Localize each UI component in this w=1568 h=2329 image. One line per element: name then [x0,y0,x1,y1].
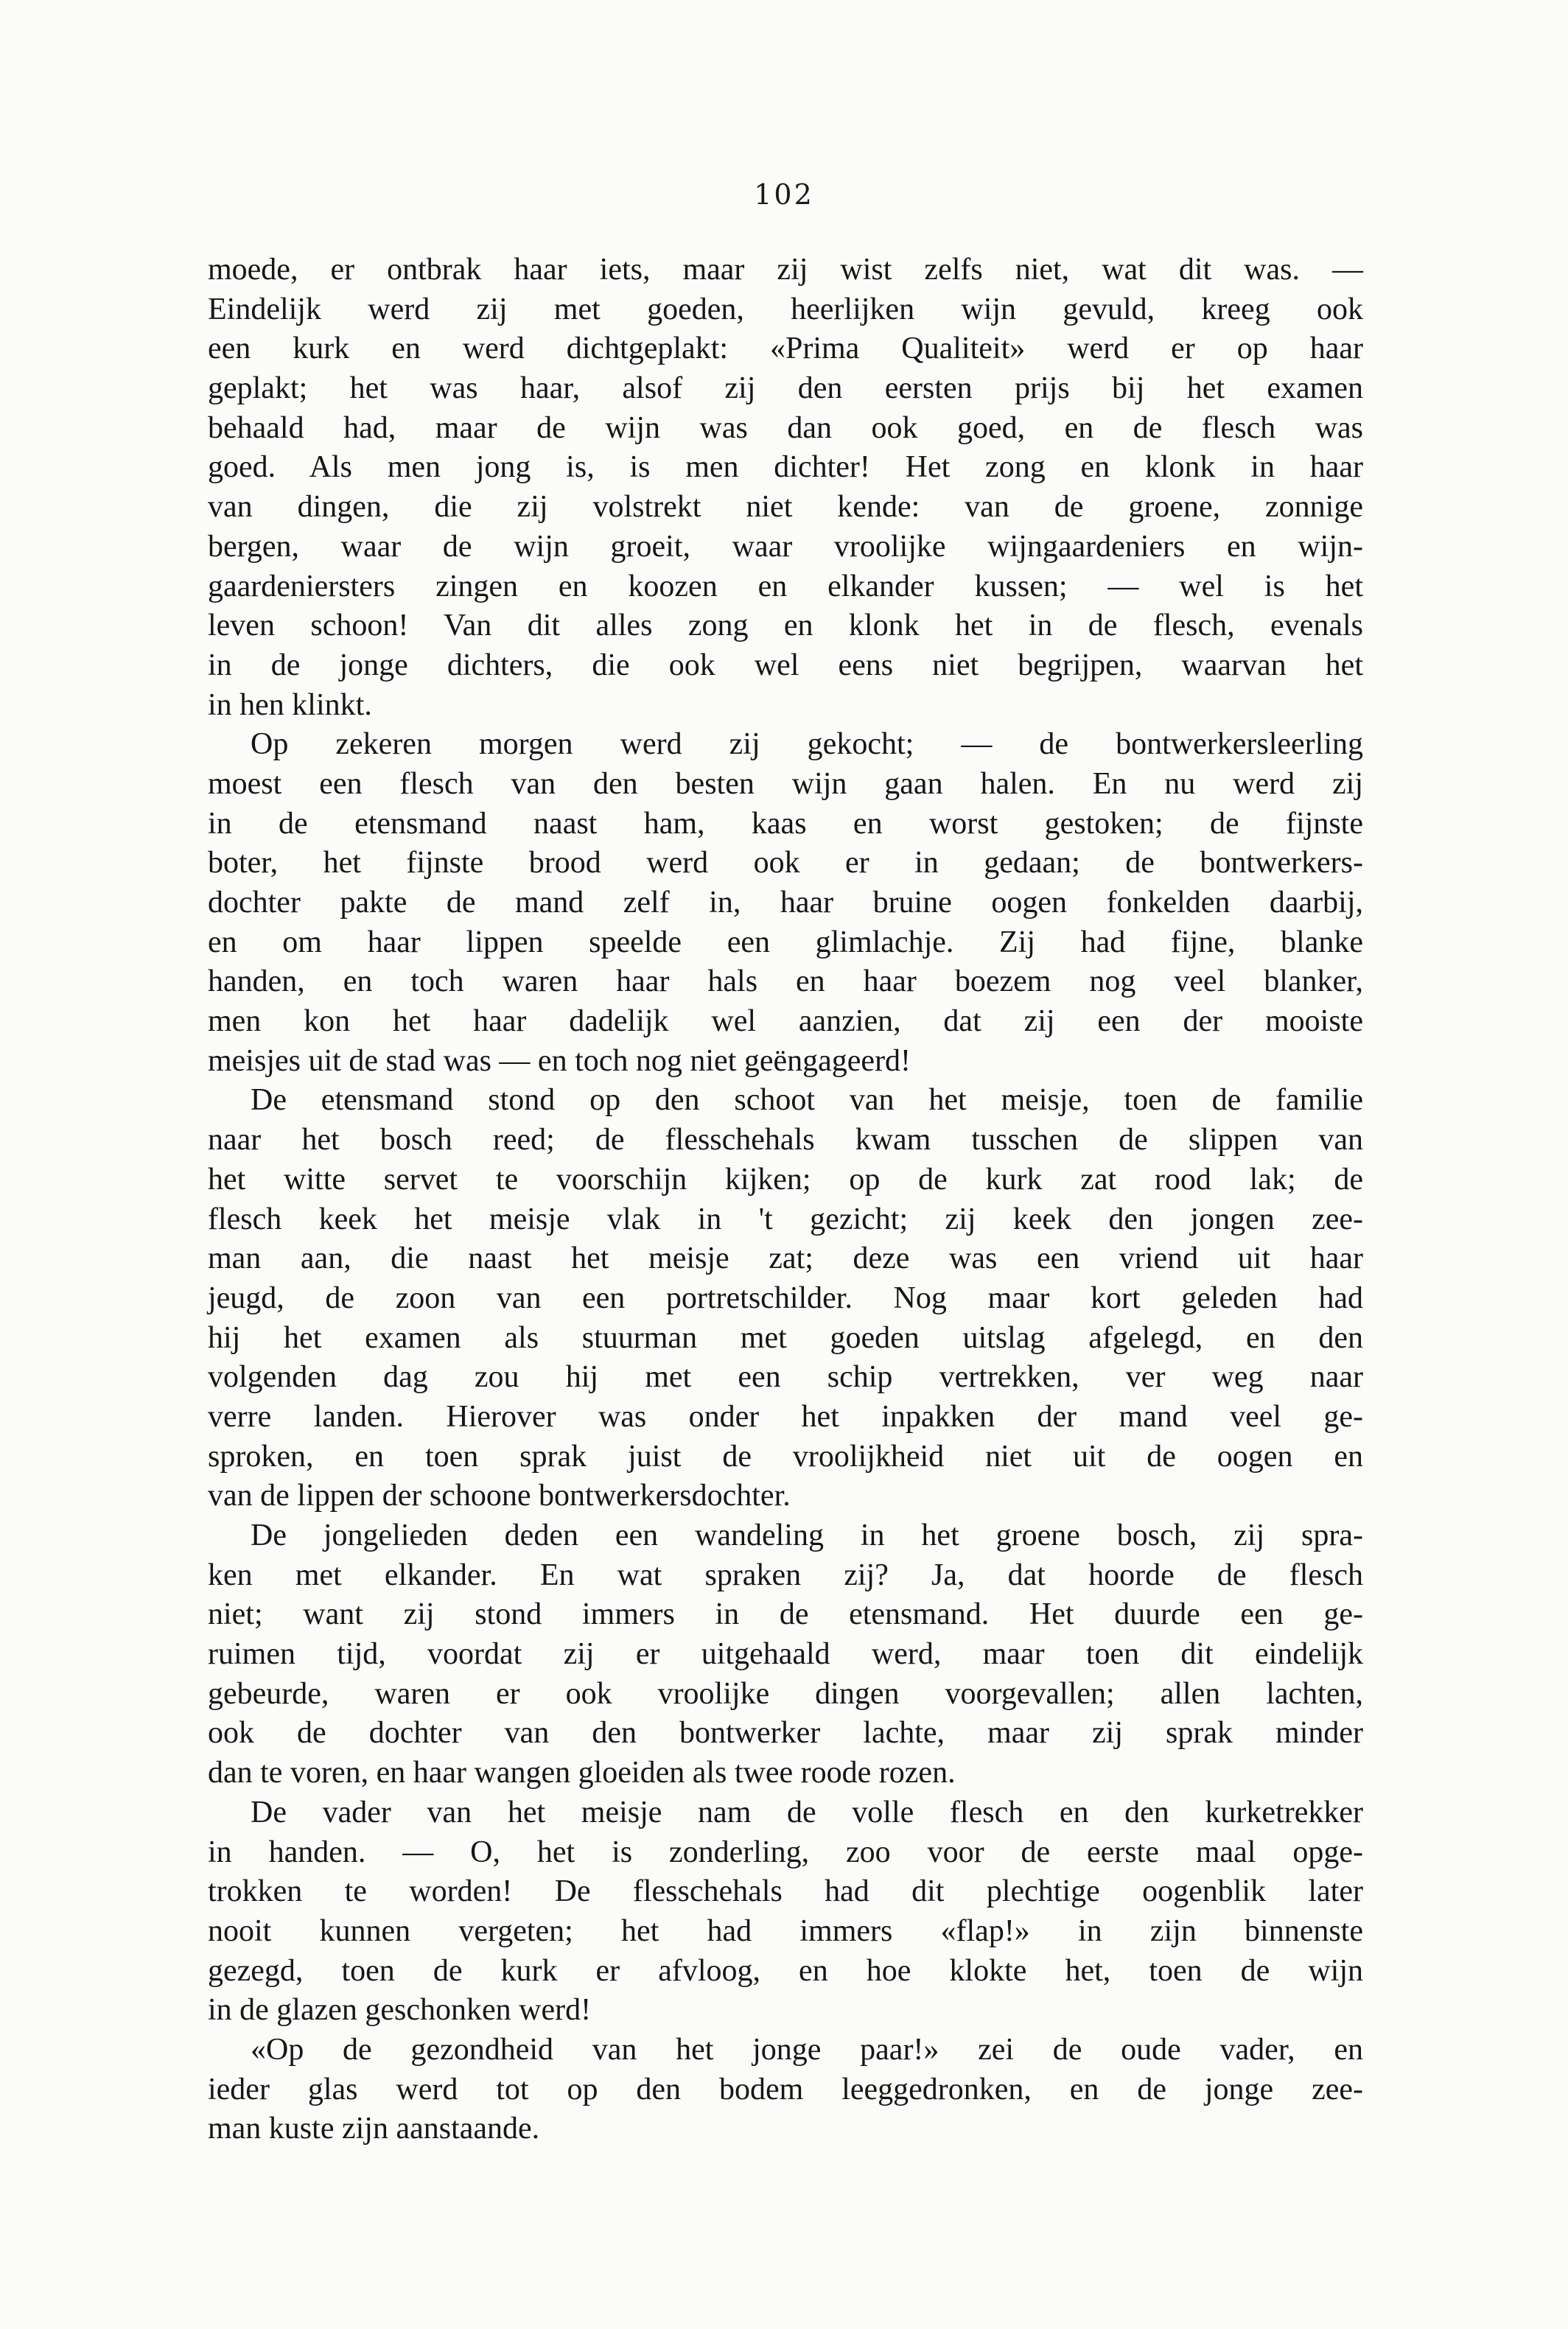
paragraph [208,725,1363,1081]
text-line: De jongelieden deden een wandeling in het groene bosch, zij spra- [251,1519,1363,1552]
text-line: ken met elkander. En wat spraken zij? Ja, dat hoorde de flesch [208,1558,1363,1592]
page-number: 102 [754,178,814,211]
text-line: volgenden dag zou hij met een schip vertrekken, ver weg naar [208,1360,1363,1395]
text-line: handen, en toch waren haar hals en haar boezem nog veel blanker, [208,964,1363,999]
text-line: geplakt; het was haar, alsof zij den eersten prijs bij het examen [208,371,1363,406]
paragraph [208,1081,1363,1516]
text-line: gezegd, toen de kurk er afvloog, en hoe klokte het, toen de wijn [208,1953,1363,1988]
text-line: ieder glas werd tot op den bodem leeggedronken, en de jonge zee- [208,2072,1363,2106]
text-line: boter, het fijnste brood werd ook er in gedaan; de bontwerkers- [208,846,1363,880]
text-line: in de etensmand naast ham, kaas en worst gestoken; de fijnste [208,806,1363,841]
text-line: van de lippen der schoone bontwerkersdochter. [208,1479,791,1513]
paragraph [208,2031,1363,2149]
text-line: «Op de gezondheid van het jonge paar!» zei de oude vader, en [251,2032,1363,2067]
text-line: jeugd, de zoon van een portretschilder. Nog maar kort geleden had [208,1281,1363,1315]
text-line: dan te voren, en haar wangen gloeiden als twee roode rozen. [208,1756,956,1790]
text-line: De vader van het meisje nam de volle flesch en den kurketrekker [251,1795,1363,1829]
text-line: ook de dochter van den bontwerker lachte, maar zij sprak minder [208,1716,1363,1751]
text-line: bergen, waar de wijn groeit, waar vroolijke wijngaardeniers en wijn- [208,529,1363,564]
text-line: meisjes uit de stad was — en toch nog niet geëngageerd! [208,1043,911,1078]
body-text [208,251,1363,2149]
text-line: trokken te worden! De flesschehals had dit plechtige oogenblik later [208,1874,1363,1909]
text-line: hij het examen als stuurman met goeden uitslag afgelegd, en den [208,1320,1363,1355]
text-line: een kurk en werd dichtgeplakt: «Prima Qualiteit» werd er op haar [208,332,1363,366]
text-line: behaald had, maar de wijn was dan ook goed, en de flesch was [208,410,1363,445]
text-line: en om haar lippen speelde een glimlachje. Zij had fijne, blanke [208,925,1363,959]
text-line: gebeurde, waren er ook vroolijke dingen voorgevallen; allen lachten, [208,1676,1363,1711]
text-line: nooit kunnen vergeten; het had immers «flap!» in zijn binnenste [208,1913,1363,1948]
text-line: dochter pakte de mand zelf in, haar bruine oogen fonkelden daarbij, [208,886,1363,920]
text-line: flesch keek het meisje vlak in 't gezicht; zij keek den jongen zee- [208,1202,1363,1236]
text-line: man kuste zijn aanstaande. [208,2112,540,2146]
text-line: verre landen. Hierover was onder het inpakken der mand veel ge- [208,1399,1363,1434]
text-line: van dingen, die zij volstrekt niet kende: van de groene, zonnige [208,490,1363,525]
text-line: niet; want zij stond immers in de etensmand. Het duurde een ge- [208,1597,1363,1632]
paragraph [208,1793,1363,2031]
text-line: ruimen tijd, voordat zij er uitgehaald werd, maar toen dit eindelijk [208,1637,1363,1672]
text-line: De etensmand stond op den schoot van het meisje, toen de familie [251,1083,1363,1118]
text-line: in handen. — O, het is zonderling, zoo voor de eerste maal opge- [208,1835,1363,1869]
paragraph [208,1516,1363,1793]
text-line: goed. Als men jong is, is men dichter! Het zong en klonk in haar [208,450,1363,485]
text-line: Eindelijk werd zij met goeden, heerlijken wijn gevuld, kreeg ook [208,292,1363,326]
text-line: moede, er ontbrak haar iets, maar zij wist zelfs niet, wat dit was. — [208,253,1363,287]
text-line: in hen klinkt. [208,687,372,722]
text-line: naar het bosch reed; de flesschehals kwam tusschen de slippen van [208,1123,1363,1158]
text-line: man aan, die naast het meisje zat; deze was een vriend uit haar [208,1241,1363,1276]
text-line: leven schoon! Van dit alles zong en klonk het in de flesch, evenals [208,609,1363,643]
text-line: sproken, en toen sprak juist de vroolijkheid niet uit de oogen en [208,1439,1363,1474]
text-line: in de glazen geschonken werd! [208,1993,592,2028]
text-line: het witte servet te voorschijn kijken; op de kurk zat rood lak; de [208,1162,1363,1197]
paragraph [208,251,1363,725]
text-line: Op zekeren morgen werd zij gekocht; — de bontwerkersleerling [251,727,1363,762]
text-line: gaardeniersters zingen en koozen en elkander kussen; — wel is het [208,569,1363,603]
text-line: in de jonge dichters, die ook wel eens niet begrijpen, waarvan het [208,648,1363,682]
text-line: men kon het haar dadelijk wel aanzien, dat zij een der mooiste [208,1004,1363,1039]
text-line: moest een flesch van den besten wijn gaan halen. En nu werd zij [208,766,1363,801]
